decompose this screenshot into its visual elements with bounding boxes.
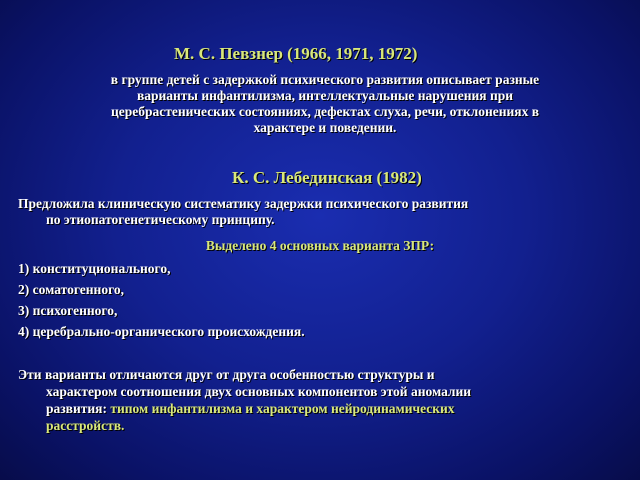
lebedinskaya-heading: К. С. Лебединская (1982) <box>232 168 422 187</box>
intro-line-1: Предложила клиническую систематику задержки психического развития <box>18 196 469 211</box>
pevzner-line-2: варианты инфантилизма, интеллектуальные нарушения при <box>136 88 514 103</box>
conclusion-line-2: характером соотношения двух основных компонентов этой аномалии <box>46 384 472 399</box>
pevzner-description <box>30 72 620 136</box>
variants-subheading: Выделено 4 основных варианта ЗПР: <box>205 238 435 253</box>
conclusion-line-4: расстройств. <box>46 418 125 433</box>
intro-line-2: по этиопатогенетическому принципу. <box>46 212 275 227</box>
variant-item-1: 1) конституционального, <box>18 261 171 276</box>
variant-item-3: 3) психогенного, <box>18 303 118 318</box>
conclusion-highlight-1: типом инфантилизма и характером нейродинамических <box>110 401 455 416</box>
pevzner-line-1: в группе детей с задержкой психического развития описывает разные <box>110 72 540 87</box>
pevzner-line-3: церебрастенических состояниях, дефектах слуха, речи, отклонениях в <box>110 104 540 119</box>
variant-item-2: 2) соматогенного, <box>18 282 124 297</box>
conclusion-plain: развития: <box>46 401 111 416</box>
pevzner-line-4: характере и поведении. <box>253 120 397 135</box>
conclusion-line-1: Эти варианты отличаются друг от друга особенностью структуры и <box>18 367 435 382</box>
conclusion-line-3 <box>18 400 628 417</box>
lebedinskaya-intro <box>18 196 628 228</box>
pevzner-heading: М. С. Певзнер (1966, 1971, 1972) <box>174 44 418 63</box>
conclusion <box>18 366 628 434</box>
variant-item-4: 4) церебрально-органического происхождения. <box>18 324 305 339</box>
variants-list <box>18 258 628 342</box>
